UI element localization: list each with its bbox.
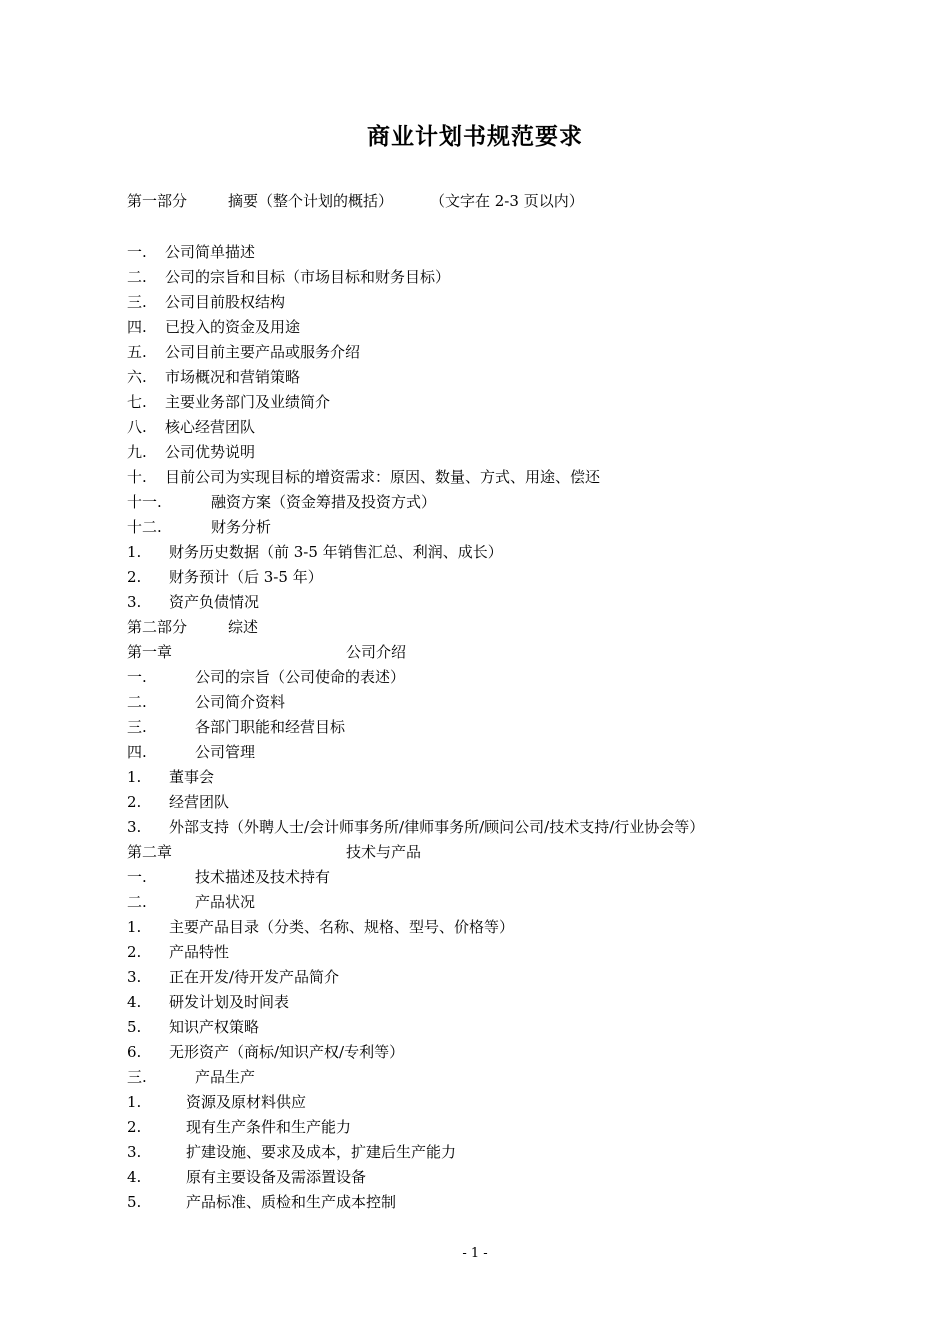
- outline-item: [127, 566, 827, 588]
- item-number: 1.: [127, 918, 142, 936]
- item-number: 十二.: [127, 518, 162, 536]
- item-text: 已投入的资金及用途: [165, 318, 301, 336]
- item-text: 各部门职能和经营目标: [195, 718, 346, 736]
- item-text: 财务预计（后 3-5 年）: [169, 568, 323, 586]
- item-text: 产品特性: [169, 943, 230, 961]
- item-text: 产品标准、质检和生产成本控制: [186, 1193, 397, 1211]
- outline-item: [127, 466, 827, 488]
- item-text: 董事会: [169, 768, 215, 786]
- item-number: 1.: [127, 543, 142, 561]
- outline-item: [127, 391, 827, 413]
- outline-item: [127, 1016, 827, 1038]
- outline-item: [127, 491, 827, 513]
- outline-item: [127, 591, 827, 613]
- item-number: 二.: [127, 893, 147, 911]
- item-text: 融资方案（资金筹措及投资方式）: [211, 493, 437, 511]
- item-number: 3.: [127, 1143, 142, 1161]
- outline-item: [127, 1166, 827, 1188]
- item-text: 财务分析: [211, 518, 272, 536]
- item-number: 第二部分: [127, 618, 188, 636]
- item-text: 公司的宗旨（公司使命的表述）: [195, 668, 406, 686]
- outline-item: [127, 441, 827, 463]
- item-text: 公司的宗旨和目标（市场目标和财务目标）: [165, 268, 451, 286]
- item-text: 无形资产（商标/知识产权/专利等）: [169, 1043, 405, 1061]
- item-number: 一.: [127, 668, 147, 686]
- item-text: 扩建设施、要求及成本，扩建后生产能力: [186, 1143, 457, 1161]
- item-number: 2.: [127, 568, 142, 586]
- item-number: 六.: [127, 368, 147, 386]
- item-number: 四.: [127, 743, 147, 761]
- outline-item: [127, 266, 827, 288]
- outline-item: [127, 1066, 827, 1088]
- outline-item: [127, 341, 827, 363]
- item-text: 核心经营团队: [165, 418, 256, 436]
- outline-item: [127, 791, 827, 813]
- outline-item: [127, 1116, 827, 1138]
- item-number: 三.: [127, 718, 147, 736]
- item-text: 公司管理: [195, 743, 256, 761]
- item-text: 技术描述及技术持有: [195, 868, 331, 886]
- item-number: 2.: [127, 793, 142, 811]
- item-number: 二.: [127, 693, 147, 711]
- outline-item: [127, 1141, 827, 1163]
- item-text: 公司简介资料: [195, 693, 286, 711]
- item-number: 三.: [127, 293, 147, 311]
- item-number: 九.: [127, 443, 147, 461]
- item-text: 公司目前股权结构: [165, 293, 286, 311]
- item-number: 三.: [127, 1068, 147, 1086]
- outline-item: [127, 1041, 827, 1063]
- item-number: 一.: [127, 868, 147, 886]
- item-number: 3.: [127, 593, 142, 611]
- item-number: 七.: [127, 393, 147, 411]
- outline-item: [127, 616, 827, 638]
- item-text: 公司优势说明: [165, 443, 256, 461]
- item-number: 5.: [127, 1193, 142, 1211]
- item-number: 4.: [127, 993, 142, 1011]
- item-text: 产品生产: [195, 1068, 256, 1086]
- item-text: 财务历史数据（前 3-5 年销售汇总、利润、成长）: [169, 543, 503, 561]
- item-text: 产品状况: [195, 893, 256, 911]
- outline-item: [127, 891, 827, 913]
- item-number: 2.: [127, 943, 142, 961]
- item-text: 外部支持（外聘人士/会计师事务所/律师事务所/顾问公司/技术支持/行业协会等）: [169, 818, 705, 836]
- page-number: - 1 -: [462, 1246, 488, 1261]
- item-number: 一.: [127, 243, 147, 261]
- item-number: 3.: [127, 968, 142, 986]
- document-title: 商业计划书规范要求: [367, 124, 583, 150]
- outline-item: [127, 1091, 827, 1113]
- outline-item: [127, 916, 827, 938]
- item-number: 十.: [127, 468, 147, 486]
- outline-item: [127, 1191, 827, 1213]
- outline-item: [127, 366, 827, 388]
- outline-item: [127, 941, 827, 963]
- item-text: 资产负债情况: [169, 593, 260, 611]
- item-text: 公司目前主要产品或服务介绍: [165, 343, 361, 361]
- item-text: 综述: [228, 618, 259, 636]
- part-note: （文字在 2-3 页以内）: [430, 192, 584, 210]
- item-text: 经营团队: [169, 793, 230, 811]
- item-text: 公司简单描述: [165, 243, 256, 261]
- item-text: 主要业务部门及业绩简介: [165, 393, 331, 411]
- item-number: 第二章: [127, 843, 173, 861]
- outline-item: [127, 841, 827, 863]
- item-text: 市场概况和营销策略: [165, 368, 301, 386]
- item-text: 资源及原材料供应: [186, 1093, 307, 1111]
- outline-item: [127, 816, 827, 838]
- item-number: 4.: [127, 1168, 142, 1186]
- outline-item: [127, 241, 827, 263]
- item-number: 5.: [127, 1018, 142, 1036]
- item-text: 公司介绍: [346, 643, 407, 661]
- part-name: 摘要（整个计划的概括）: [228, 192, 394, 210]
- item-number: 八.: [127, 418, 147, 436]
- item-number: 1.: [127, 1093, 142, 1111]
- part-one-heading: [127, 190, 827, 212]
- item-number: 第一章: [127, 643, 173, 661]
- item-text: 正在开发/待开发产品简介: [169, 968, 340, 986]
- outline-item: [127, 691, 827, 713]
- outline-item: [127, 641, 827, 663]
- item-text: 研发计划及时间表: [169, 993, 290, 1011]
- outline-item: [127, 991, 827, 1013]
- item-text: 技术与产品: [346, 843, 422, 861]
- outline-item: [127, 666, 827, 688]
- item-number: 二.: [127, 268, 147, 286]
- outline-item: [127, 516, 827, 538]
- item-number: 6.: [127, 1043, 142, 1061]
- outline-item: [127, 541, 827, 563]
- part-label: 第一部分: [127, 192, 188, 210]
- item-number: 3.: [127, 818, 142, 836]
- item-number: 四.: [127, 318, 147, 336]
- item-text: 知识产权策略: [169, 1018, 260, 1036]
- outline-item: [127, 316, 827, 338]
- outline-item: [127, 741, 827, 763]
- item-text: 现有生产条件和生产能力: [186, 1118, 352, 1136]
- outline-item: [127, 716, 827, 738]
- outline-item: [127, 866, 827, 888]
- item-number: 十一.: [127, 493, 162, 511]
- outline-item: [127, 416, 827, 438]
- outline-item: [127, 966, 827, 988]
- item-number: 2.: [127, 1118, 142, 1136]
- item-text: 原有主要设备及需添置设备: [186, 1168, 367, 1186]
- outline-item: [127, 291, 827, 313]
- item-text: 主要产品目录（分类、名称、规格、型号、价格等）: [169, 918, 515, 936]
- item-number: 1.: [127, 768, 142, 786]
- item-number: 五.: [127, 343, 147, 361]
- outline-item: [127, 766, 827, 788]
- item-text: 目前公司为实现目标的增资需求：原因、数量、方式、用途、偿还: [165, 468, 601, 486]
